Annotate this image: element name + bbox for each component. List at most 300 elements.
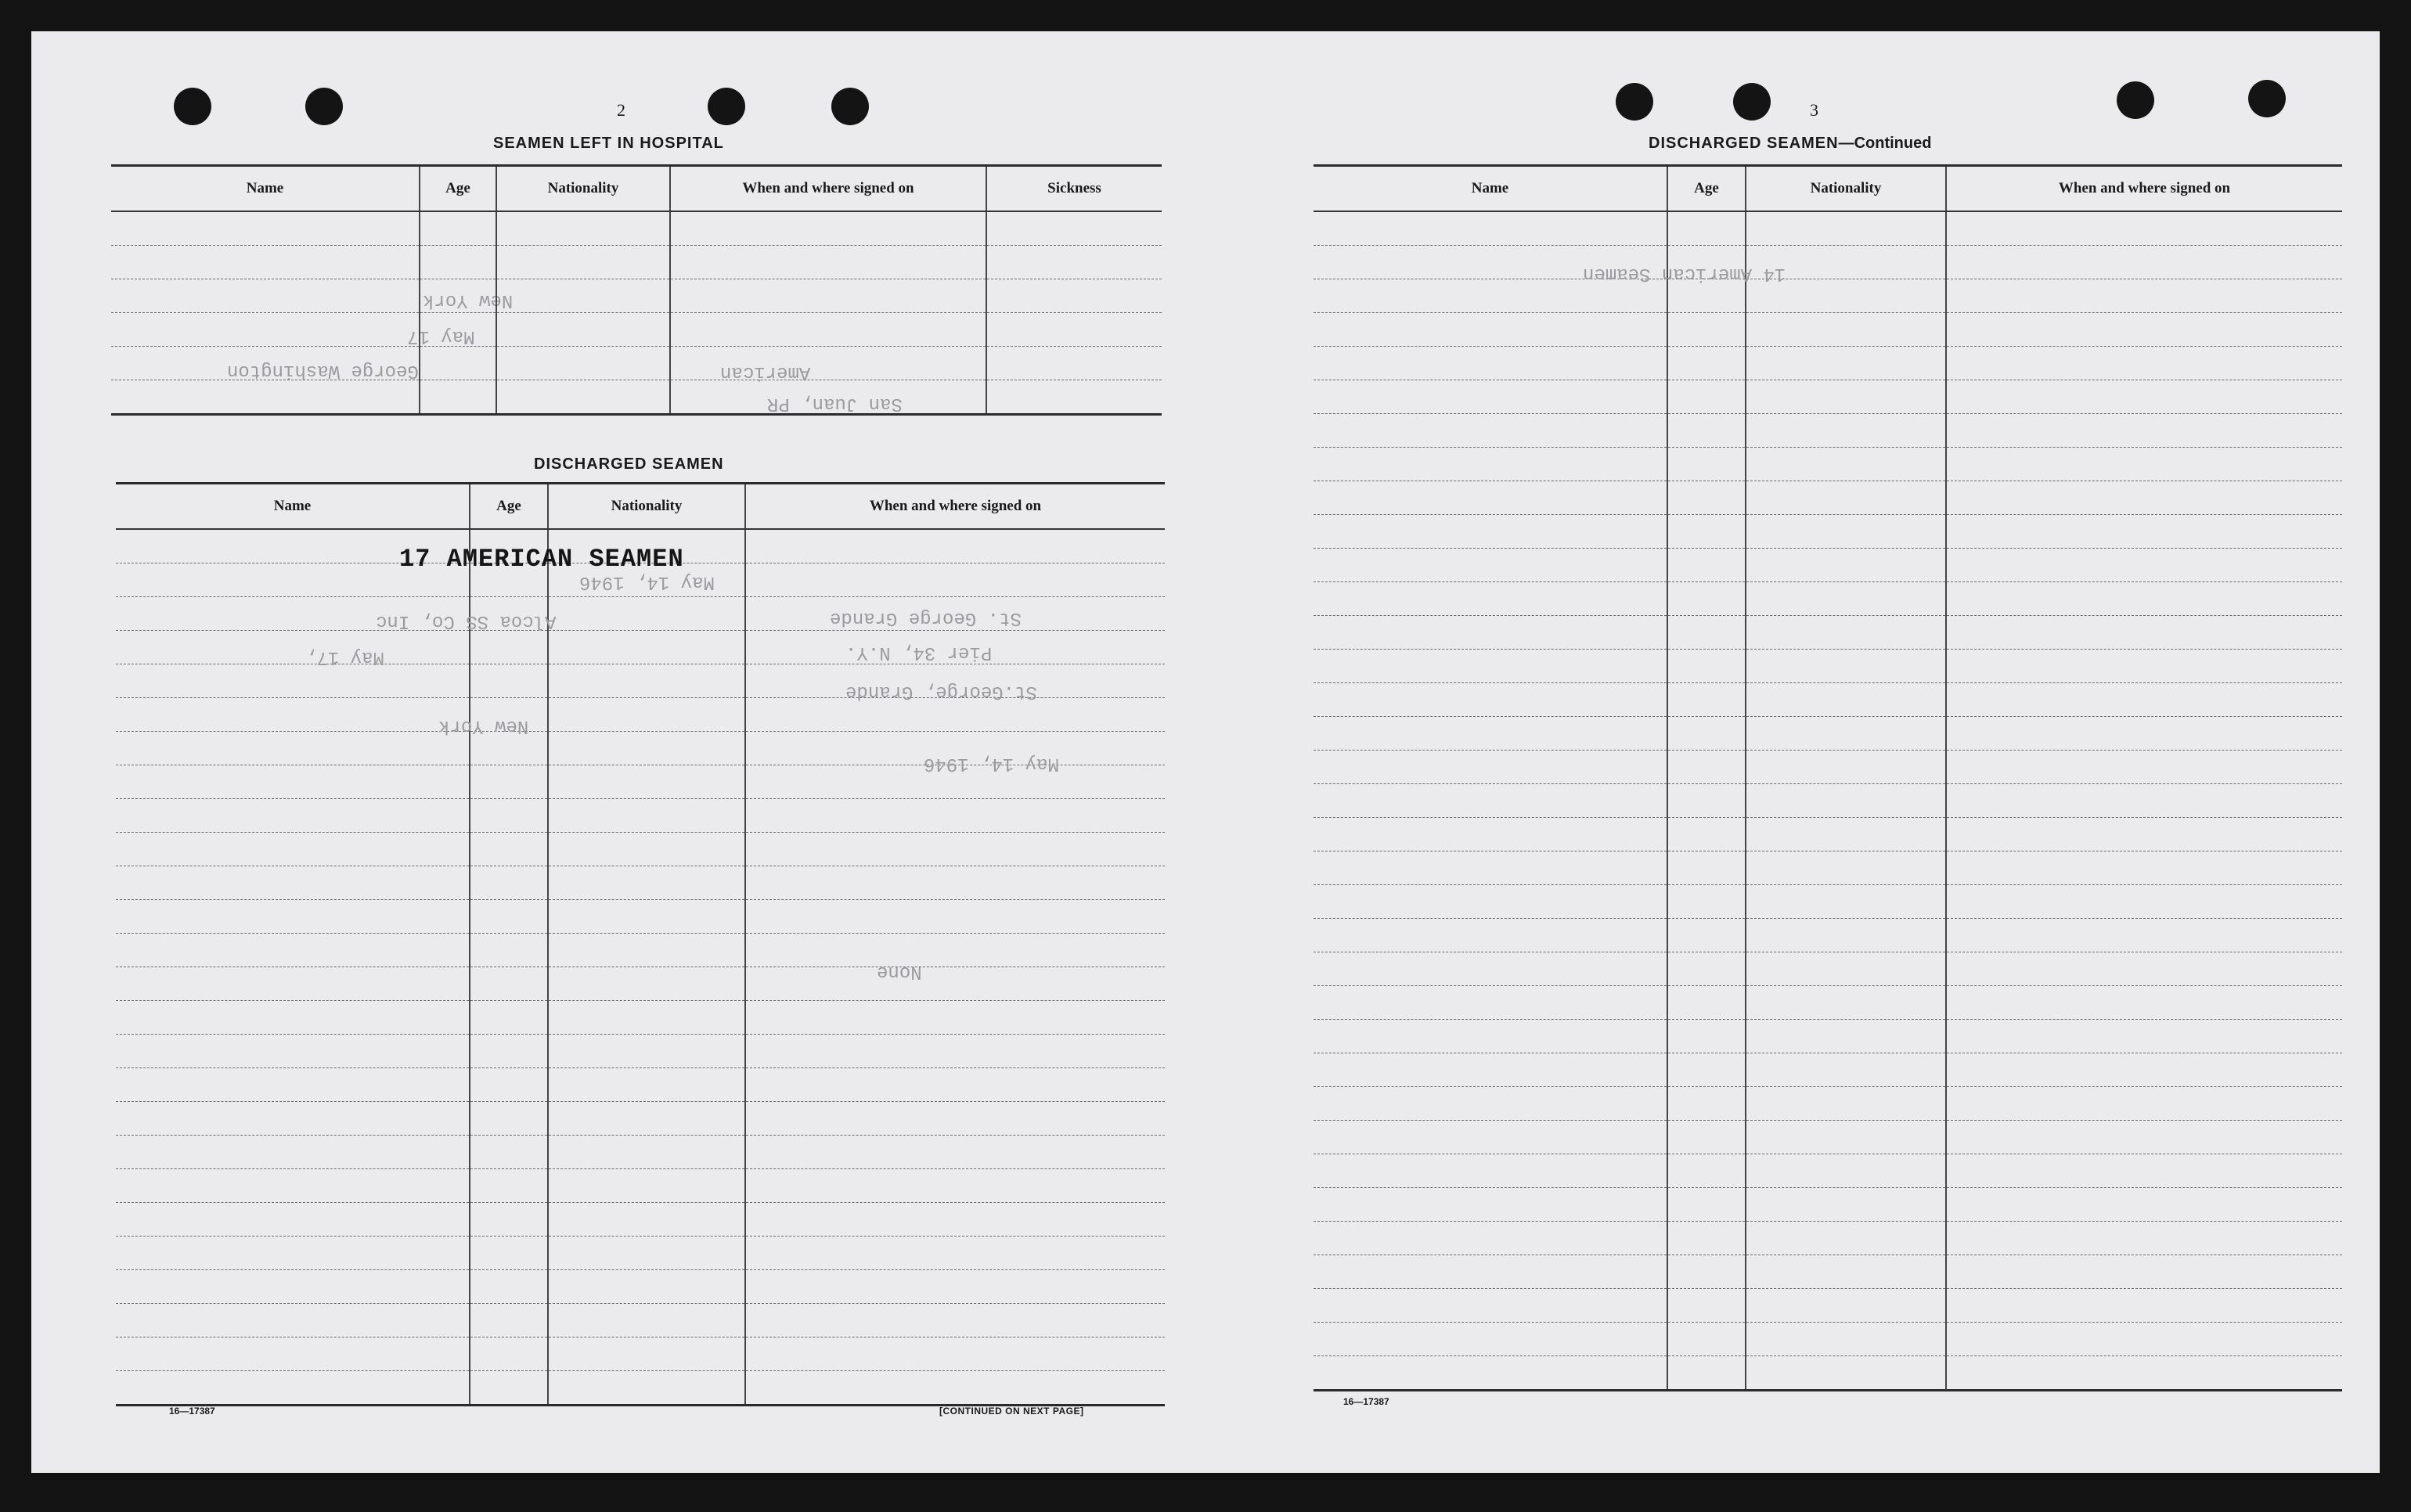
table-cell (1667, 885, 1746, 919)
table-cell (1314, 952, 1667, 986)
column-header: Nationality (548, 484, 745, 530)
table-cell (1946, 784, 2342, 818)
table-cell (470, 664, 548, 698)
table-cell (1667, 784, 1746, 818)
table-cell (116, 664, 470, 698)
table-row (1314, 246, 2342, 279)
table-row (1314, 582, 2342, 616)
table-cell (1314, 211, 1667, 246)
table-cell (1746, 1323, 1946, 1356)
table-cell (548, 664, 745, 698)
table-cell (1314, 1289, 1667, 1323)
table-cell (1314, 683, 1667, 717)
table-row (116, 1068, 1165, 1102)
table-cell (1946, 885, 2342, 919)
table-cell (1946, 549, 2342, 582)
table-row (1314, 1222, 2342, 1255)
table-cell (548, 1068, 745, 1102)
table-row (1314, 952, 2342, 986)
table-cell (548, 1237, 745, 1270)
table-cell (548, 1203, 745, 1237)
left-page (31, 31, 1229, 1473)
table-cell (116, 1237, 470, 1270)
column-header: Name (1314, 166, 1667, 212)
table-cell (745, 967, 1165, 1001)
table-cell (1946, 380, 2342, 414)
table-cell (1946, 515, 2342, 549)
table-cell (116, 1371, 470, 1406)
table-cell (116, 934, 470, 967)
table-cell (1946, 1087, 2342, 1121)
table-cell (745, 1001, 1165, 1035)
ghost-text: St.George, Grande (845, 681, 1037, 702)
form-number: 16—17387 (169, 1406, 215, 1417)
table-cell (548, 799, 745, 833)
table-cell (1946, 1154, 2342, 1188)
table-cell (1314, 717, 1667, 751)
table-cell (116, 1136, 470, 1169)
table-row (1314, 515, 2342, 549)
table-cell (470, 866, 548, 900)
table-cell (1667, 414, 1746, 448)
table-cell (1746, 683, 1946, 717)
table-cell (1667, 1121, 1746, 1154)
ghost-text: 14 American Seamen (1583, 263, 1786, 284)
column-header: Sickness (986, 166, 1162, 212)
table-cell (1946, 751, 2342, 784)
typed-entry: 17 AMERICAN SEAMEN (399, 545, 684, 574)
table-cell (745, 1203, 1165, 1237)
table-row (116, 1136, 1165, 1169)
table-cell (116, 732, 470, 765)
table-row (1314, 347, 2342, 380)
table-cell (548, 866, 745, 900)
table-cell (1667, 952, 1746, 986)
ghost-text: New York (438, 715, 529, 736)
table-cell (745, 698, 1165, 732)
column-header: Name (116, 484, 470, 530)
table-cell (1746, 1255, 1946, 1289)
table-cell (1667, 1154, 1746, 1188)
table-cell (1667, 1053, 1746, 1087)
table-cell (1667, 851, 1746, 885)
table-cell (116, 833, 470, 866)
table-row (1314, 279, 2342, 313)
table-row (1314, 683, 2342, 717)
table-cell (116, 900, 470, 934)
table-cell (1667, 448, 1746, 481)
table-cell (1314, 347, 1667, 380)
table-cell (1314, 515, 1667, 549)
table-cell (1746, 650, 1946, 683)
table-cell (548, 1270, 745, 1304)
table-cell (745, 1136, 1165, 1169)
table-row (111, 211, 1162, 246)
table-cell (1946, 211, 2342, 246)
table-row (1314, 1356, 2342, 1391)
table-cell (1667, 1323, 1746, 1356)
table-cell (745, 900, 1165, 934)
column-header: When and where signed on (670, 166, 986, 212)
table-cell (745, 1169, 1165, 1203)
table-cell (1314, 818, 1667, 851)
table-cell (1314, 919, 1667, 952)
page-number: 2 (617, 100, 625, 120)
table-cell (1946, 1222, 2342, 1255)
table-cell (1946, 414, 2342, 448)
table-row (1314, 448, 2342, 481)
table-row (1314, 414, 2342, 448)
table-cell (1946, 1356, 2342, 1391)
section-title-hospital: SEAMEN LEFT IN HOSPITAL (493, 135, 724, 152)
table-cell (1667, 1222, 1746, 1255)
table-row (1314, 1121, 2342, 1154)
ghost-text: May 14, 1946 (579, 571, 715, 592)
table-cell (1746, 313, 1946, 347)
section-title-main: DISCHARGED SEAMEN (1649, 135, 1839, 152)
table-cell (1667, 1087, 1746, 1121)
table-cell (1946, 952, 2342, 986)
punch-hole (174, 88, 211, 125)
punch-hole (2248, 80, 2286, 117)
table-cell (548, 967, 745, 1001)
table-row (1314, 650, 2342, 683)
table-cell (1667, 1255, 1746, 1289)
table-row (1314, 885, 2342, 919)
table-cell (1946, 582, 2342, 616)
table-cell (548, 1371, 745, 1406)
column-header: Age (1667, 166, 1746, 212)
table-cell (745, 1102, 1165, 1136)
table-cell (745, 866, 1165, 900)
ghost-text: May 17, (305, 646, 384, 668)
table-cell (1667, 616, 1746, 650)
table-cell (470, 1035, 548, 1068)
table-cell (1667, 481, 1746, 515)
table-cell (548, 934, 745, 967)
table-cell (1746, 448, 1946, 481)
table-cell (1667, 751, 1746, 784)
table-cell (1314, 414, 1667, 448)
table-row (1314, 481, 2342, 515)
form-number: 16—17387 (1343, 1396, 1389, 1407)
table-row (116, 1237, 1165, 1270)
table-cell (1946, 313, 2342, 347)
table-row (116, 934, 1165, 967)
table-cell (470, 1270, 548, 1304)
table-cell (1314, 380, 1667, 414)
table-cell (1946, 818, 2342, 851)
table-cell (116, 765, 470, 799)
right-page (1229, 31, 2380, 1473)
table-cell (1667, 211, 1746, 246)
table-cell (1314, 1255, 1667, 1289)
table-row (1314, 919, 2342, 952)
table-cell (1746, 851, 1946, 885)
ghost-text: May 17 (407, 326, 475, 347)
table-cell (1946, 650, 2342, 683)
table-cell (1946, 1188, 2342, 1222)
table-cell (1667, 818, 1746, 851)
table-cell (1667, 919, 1746, 952)
table-row (111, 246, 1162, 279)
table-cell (548, 732, 745, 765)
table-row (116, 1371, 1165, 1406)
table-row (1314, 717, 2342, 751)
table-cell (470, 631, 548, 664)
column-header: Age (420, 166, 496, 212)
table-row (116, 799, 1165, 833)
table-cell (1314, 1020, 1667, 1053)
table-cell (548, 1035, 745, 1068)
table-cell (1746, 414, 1946, 448)
table-cell (548, 1136, 745, 1169)
table-cell (1946, 279, 2342, 313)
table-cell (548, 1304, 745, 1337)
table-cell (1314, 751, 1667, 784)
table-cell (548, 1169, 745, 1203)
table-cell (1746, 549, 1946, 582)
table-row (116, 1169, 1165, 1203)
ghost-text: American (720, 362, 811, 383)
table-cell (470, 967, 548, 1001)
punch-hole (2117, 81, 2154, 119)
table-cell (116, 866, 470, 900)
ghost-text: San Juan, PR (767, 393, 903, 414)
table-cell (1746, 1053, 1946, 1087)
table-cell (1946, 717, 2342, 751)
table-cell (1746, 919, 1946, 952)
table-cell (1314, 1087, 1667, 1121)
table-cell (1746, 481, 1946, 515)
table-row (116, 1270, 1165, 1304)
table-cell (116, 799, 470, 833)
table-cell (1314, 1188, 1667, 1222)
table-cell (745, 563, 1165, 597)
table-cell (1314, 1323, 1667, 1356)
table-cell (1314, 885, 1667, 919)
table-cell (1667, 313, 1746, 347)
table-cell (1746, 1020, 1946, 1053)
table-cell (470, 799, 548, 833)
table-cell (1314, 481, 1667, 515)
table-cell (745, 529, 1165, 563)
table-cell (470, 1203, 548, 1237)
table-cell (1946, 1121, 2342, 1154)
table-cell (1667, 582, 1746, 616)
page-number: 3 (1810, 100, 1818, 120)
table-cell (1314, 1222, 1667, 1255)
ghost-text: Alcoa SS Co, Inc (376, 610, 557, 632)
table-cell (1746, 1154, 1946, 1188)
table-cell (470, 1337, 548, 1371)
table-cell (745, 1068, 1165, 1102)
table-cell (1667, 1356, 1746, 1391)
table-row (116, 967, 1165, 1001)
table-cell (470, 1001, 548, 1035)
column-header: Name (111, 166, 420, 212)
table-cell (116, 1337, 470, 1371)
table-row (116, 1001, 1165, 1035)
table-cell (1746, 751, 1946, 784)
table-cell (116, 1203, 470, 1237)
table-cell (548, 900, 745, 934)
table-cell (1667, 986, 1746, 1020)
table-cell (470, 1304, 548, 1337)
table-cell (1746, 582, 1946, 616)
ghost-text: George Washington (227, 360, 419, 381)
document-sheet (31, 31, 2380, 1473)
continued-note: [CONTINUED ON NEXT PAGE] (939, 1406, 1084, 1417)
table-row (116, 1203, 1165, 1237)
table-cell (1314, 448, 1667, 481)
table-cell (1946, 616, 2342, 650)
table-cell (1746, 380, 1946, 414)
table-row (116, 631, 1165, 664)
table-cell (548, 833, 745, 866)
table-row (1314, 211, 2342, 246)
table-cell (1314, 549, 1667, 582)
table-cell (116, 1035, 470, 1068)
table-row (1314, 1053, 2342, 1087)
table-cell (745, 1371, 1165, 1406)
table-cell (1314, 616, 1667, 650)
table-cell (116, 1068, 470, 1102)
table-cell (745, 799, 1165, 833)
section-title-discharged: DISCHARGED SEAMEN (534, 455, 724, 473)
table-cell (1314, 1154, 1667, 1188)
table-cell (1314, 313, 1667, 347)
table-cell (745, 1337, 1165, 1371)
table-row (111, 279, 1162, 313)
table-cell (1667, 549, 1746, 582)
table-cell (1746, 818, 1946, 851)
table-row (1314, 616, 2342, 650)
table-cell (116, 1102, 470, 1136)
table-cell (1746, 717, 1946, 751)
ghost-text: May 14, 1946 (924, 753, 1059, 774)
punch-hole (708, 88, 745, 125)
table-cell (1946, 481, 2342, 515)
column-header: When and where signed on (1946, 166, 2342, 212)
column-header: Age (470, 484, 548, 530)
hospital-table (111, 164, 1162, 416)
table-cell (745, 1237, 1165, 1270)
table-cell (1314, 851, 1667, 885)
table-cell (1946, 1255, 2342, 1289)
table-cell (1946, 1289, 2342, 1323)
table-row (1314, 1255, 2342, 1289)
table-row (1314, 818, 2342, 851)
table-row (111, 380, 1162, 415)
table-cell (116, 1270, 470, 1304)
table-cell (470, 1102, 548, 1136)
table-row (116, 1035, 1165, 1068)
table-cell (116, 1304, 470, 1337)
table-cell (1746, 1121, 1946, 1154)
table-cell (745, 1035, 1165, 1068)
ghost-text: St. George Grande (830, 607, 1022, 628)
table-cell (548, 631, 745, 664)
table-cell (1746, 211, 1946, 246)
table-cell (1746, 1087, 1946, 1121)
table-cell (1746, 1222, 1946, 1255)
punch-hole (1733, 83, 1771, 121)
table-row (1314, 380, 2342, 414)
table-cell (470, 833, 548, 866)
table-row (1314, 1020, 2342, 1053)
table-row (1314, 1188, 2342, 1222)
table-cell (548, 765, 745, 799)
table-row (1314, 784, 2342, 818)
table-cell (1667, 717, 1746, 751)
table-cell (116, 631, 470, 664)
table-cell (1667, 347, 1746, 380)
table-cell (1946, 851, 2342, 885)
table-cell (1946, 683, 2342, 717)
table-row (1314, 549, 2342, 582)
table-cell (745, 934, 1165, 967)
table-row (116, 698, 1165, 732)
table-cell (1314, 784, 1667, 818)
table-row (1314, 1289, 2342, 1323)
table-row (111, 313, 1162, 347)
section-title-suffix: —Continued (1838, 135, 1932, 152)
table-cell (1314, 1121, 1667, 1154)
table-cell (1667, 380, 1746, 414)
column-header: Nationality (496, 166, 670, 212)
table-cell (1667, 1289, 1746, 1323)
table-cell (1746, 952, 1946, 986)
table-cell (470, 765, 548, 799)
table-cell (548, 1001, 745, 1035)
punch-hole (305, 88, 343, 125)
ghost-text: New York (423, 290, 514, 311)
table-cell (1314, 650, 1667, 683)
table-row (1314, 851, 2342, 885)
column-header: When and where signed on (745, 484, 1165, 530)
table-cell (1746, 515, 1946, 549)
ghost-text: None (877, 961, 922, 982)
table-cell (1746, 1188, 1946, 1222)
table-cell (1746, 1289, 1946, 1323)
table-cell (1946, 1053, 2342, 1087)
table-row (1314, 986, 2342, 1020)
table-row (116, 900, 1165, 934)
punch-hole (831, 88, 869, 125)
table-cell (1946, 1020, 2342, 1053)
table-cell (116, 1169, 470, 1203)
table-cell (1946, 246, 2342, 279)
table-row (1314, 1323, 2342, 1356)
table-cell (1667, 515, 1746, 549)
table-cell (1946, 448, 2342, 481)
table-cell (1746, 885, 1946, 919)
table-cell (1746, 347, 1946, 380)
table-cell (1746, 1356, 1946, 1391)
table-cell (116, 967, 470, 1001)
table-cell (548, 1337, 745, 1371)
table-cell (1667, 650, 1746, 683)
table-cell (470, 1371, 548, 1406)
table-cell (745, 1270, 1165, 1304)
table-row (116, 833, 1165, 866)
table-cell (470, 900, 548, 934)
table-row (116, 1304, 1165, 1337)
table-cell (1746, 986, 1946, 1020)
table-cell (1314, 582, 1667, 616)
table-cell (548, 698, 745, 732)
